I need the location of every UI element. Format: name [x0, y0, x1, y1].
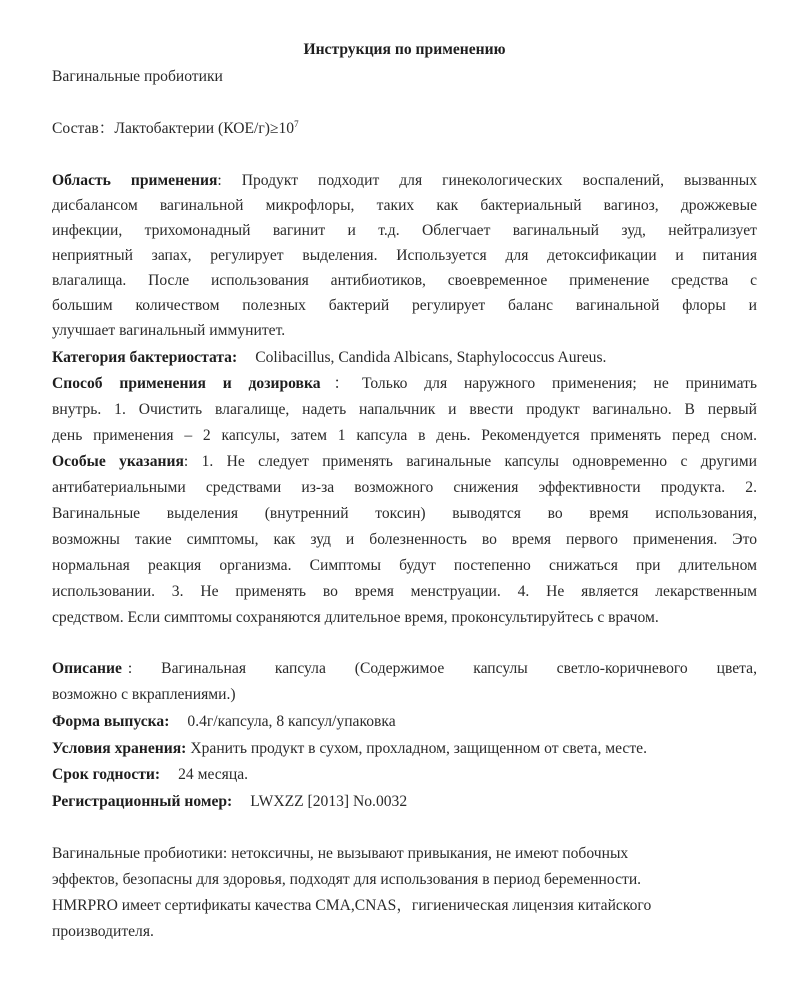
usage-line-2: внутрь. 1. Очистить влагалище, надеть напальчник и ввести продукт вагинально. В первый — [52, 401, 757, 418]
shelf-life-line — [52, 765, 757, 785]
area-line-6: большим количеством полезных бактерий регулирует баланс вагинальной флоры и — [52, 297, 757, 314]
area-line-4: неприятный запах, регулирует выделения. Используется для детоксификации и питания — [52, 247, 757, 264]
registration-label: Регистрационный номер: — [52, 793, 233, 810]
notes-line-2: антибатериальными средствами из-за возможного снижения эффективности продукта. 2. — [52, 479, 757, 496]
registration-value: LWXZZ [2013] No.0032 — [250, 793, 408, 810]
area-line-7: улучшает вагинальный иммунитет. — [52, 322, 286, 339]
storage-value: Хранить продукт в сухом, прохладном, защищенном от света, месте. — [190, 740, 647, 757]
description-line-2: возможно с вкраплениями.) — [52, 686, 236, 703]
usage-line-3: день применения – 2 капсулы, затем 1 капсула в день. Рекомендуется применять перед сном. — [52, 427, 757, 444]
composition-exponent: 7 — [294, 119, 299, 129]
notes-label: Особые указания — [52, 453, 184, 470]
bacteriostat-line — [52, 348, 757, 368]
area-line-2: дисбалансом вагинальной микрофлоры, таких как бактериальный вагиноз, дрожжевые — [52, 197, 757, 214]
storage-label: Условия хранения: — [52, 740, 187, 757]
registration-line — [52, 792, 757, 812]
footer-line-3: HMRPRO имеет сертификаты качества CMA,CNAS，гигиеническая лицензия китайского — [52, 897, 652, 914]
form-label: Форма выпуска: — [52, 713, 170, 730]
notes-line-1: Особые указания: 1. Не следует применять вагинальные капсулы одновременно с другими — [52, 453, 757, 470]
footer-line-1: Вагинальные пробиотики: нетоксичны, не вызывают привыкания, не имеют побочных — [52, 845, 629, 862]
storage-line — [52, 739, 757, 759]
document-title: Инструкция по применению — [303, 41, 506, 58]
notes-line-7: средством. Если симптомы сохраняются длительное время, проконсультируйтесь с врачом. — [52, 609, 659, 626]
description-label: Описание — [52, 660, 122, 677]
bacteriostat-label: Категория бактериостата: — [52, 349, 238, 366]
area-label: Область применения — [52, 172, 218, 189]
footer-line-2: эффектов, безопасны для здоровья, подходят для использования в период беременности. — [52, 871, 642, 888]
document-subtitle: Вагинальные пробиотики — [52, 68, 223, 85]
form-value: 0.4г/капсула, 8 капсул/упаковка — [187, 713, 396, 730]
description-line-1: Описание : Вагинальная капсула (Содержимое капсулы светло-коричневого цвета, — [52, 660, 757, 677]
shelf-life-label: Срок годности: — [52, 766, 161, 783]
notes-line-6: использовании. 3. Не применять во время менструации. 4. Не является лекарственным — [52, 583, 757, 600]
footer-line-4: производителя. — [52, 923, 154, 940]
bacteriostat-value: Colibacillus, Candida Albicans, Staphylococcus Aureus. — [255, 349, 607, 366]
area-line-1: Область применения: Продукт подходит для гинекологических воспалений, вызванных — [52, 172, 757, 189]
shelf-life-value: 24 месяца. — [178, 766, 249, 783]
usage-label: Способ применения и дозировка — [52, 375, 321, 392]
notes-line-5: нормальная реакция организма. Симптомы будут постепенно снижаться при длительном — [52, 557, 757, 574]
area-line-3: инфекции, трихомонадный вагинит и т.д. Облегчает вагинальный зуд, нейтрализует — [52, 222, 757, 239]
notes-line-3: Вагинальные выделения (внутренний токсин) выводятся во время использования, — [52, 505, 757, 522]
composition-value: Лактобактерии (КОЕ/г)≥10 — [114, 120, 295, 137]
notes-line-4: возможны такие симптомы, как зуд и болезненность во время первого применения. Это — [52, 531, 757, 548]
usage-line-1: Способ применения и дозировка：Только для наружного применения; не принимать — [52, 375, 758, 392]
area-line-5: влагалища. После использования антибиотиков, своевременное применение средства с — [52, 272, 757, 289]
composition-label: Состав： — [52, 120, 115, 137]
form-line — [52, 712, 757, 732]
composition-line — [52, 119, 299, 139]
instruction-document — [52, 0, 757, 1008]
